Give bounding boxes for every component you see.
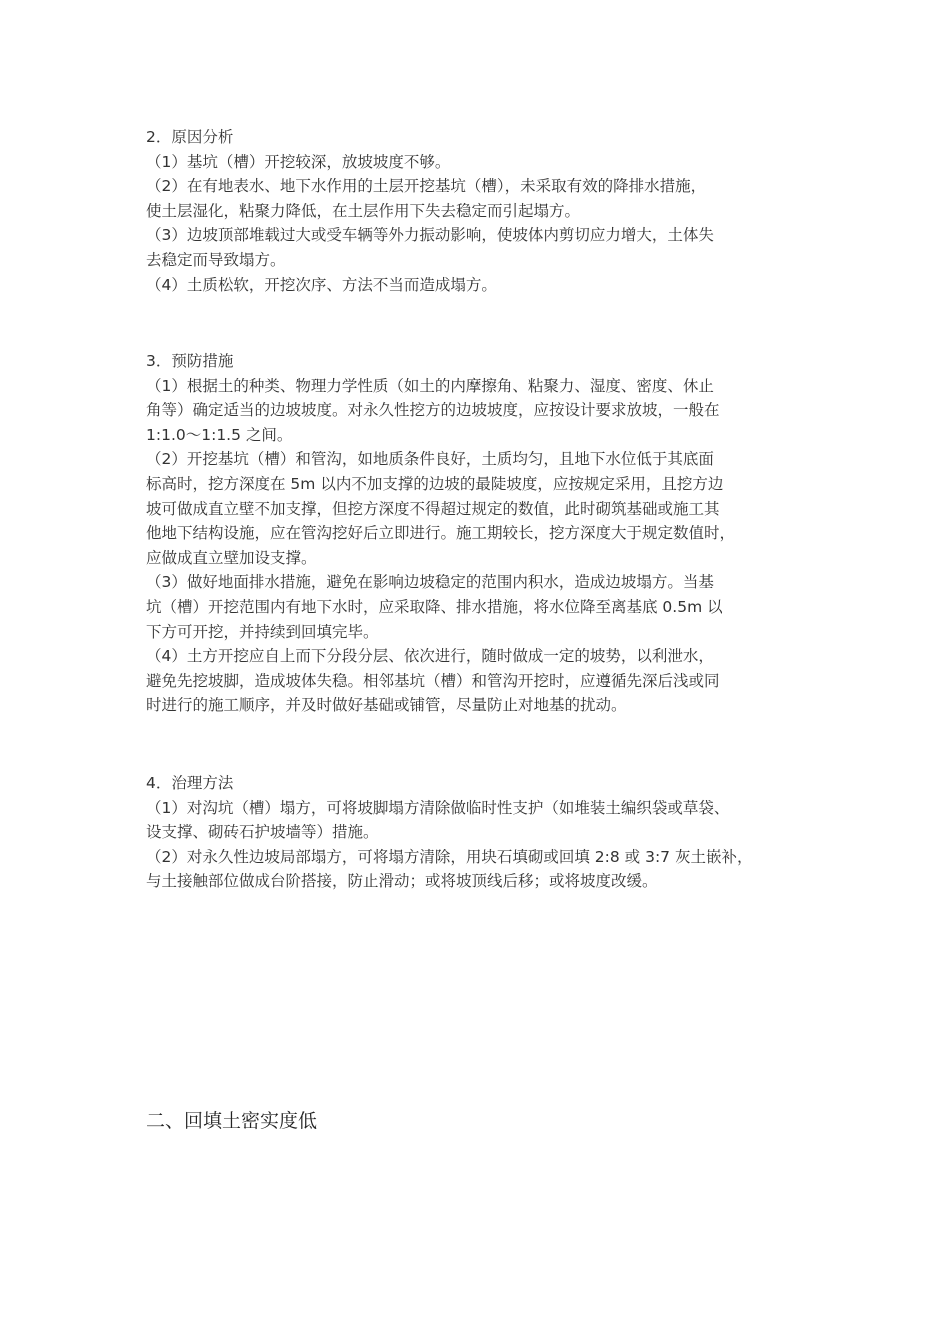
paragraph-line: 1:1.0～1:1.5 之间。: [146, 425, 293, 444]
paragraph-line: （4）土质松软，开挖次序、方法不当而造成塌方。: [146, 275, 497, 294]
paragraph-line: （3）边坡顶部堆载过大或受车辆等外力振动影响，使坡体内剪切应力增大，土体失: [146, 226, 714, 245]
paragraph-line: （2）在有地表水、地下水作用的土层开挖基坑（槽），未采取有效的降排水措施，: [146, 177, 707, 196]
section-cause-analysis: [146, 125, 816, 297]
paragraph-line: （2）对永久性边坡局部塌方，可将塌方清除，用块石填砌或回填 2:8 或 3:7 灰土嵌补，: [146, 847, 753, 866]
paragraph-line: 去稳定而导致塌方。: [146, 250, 286, 269]
paragraph-line: （3）做好地面排水措施，避免在影响边坡稳定的范围内积水，造成边坡塌方。当基: [146, 573, 714, 592]
chapter-heading: 二、回填土密实度低: [146, 1110, 318, 1132]
paragraph-line: （4）土方开挖应自上而下分段分层、依次进行，随时做成一定的坡势，以利泄水，: [146, 647, 714, 666]
section-treatment-methods: [146, 771, 816, 894]
section-heading: 4．治理方法: [146, 774, 234, 792]
paragraph-line: 角等）确定适当的边坡坡度。对永久性挖方的边坡坡度，应按设计要求放坡，一般在: [146, 401, 720, 420]
paragraph-line: 使土层湿化，粘聚力降低，在土层作用下失去稳定而引起塌方。: [146, 201, 581, 220]
paragraph-line: 设支撑、砌砖石护坡墙等）措施。: [146, 823, 379, 842]
paragraph-line: 他地下结构设施，应在管沟挖好后立即进行。施工期较长，挖方深度大于规定数值时，: [146, 524, 736, 543]
paragraph-line: 下方可开挖，并持续到回填完毕。: [146, 622, 379, 641]
section-heading: 2．原因分析: [146, 128, 234, 146]
paragraph-line: 与土接触部位做成台阶搭接，防止滑动；或将坡顶线后移；或将坡度改缓。: [146, 872, 658, 891]
paragraph-line: （1）对沟坑（槽）塌方，可将坡脚塌方清除做临时性支护（如堆装土编织袋或草袋、: [146, 798, 730, 817]
paragraph-line: 坑（槽）开挖范围内有地下水时，应采取降、排水措施，将水位降至离基底 0.5m 以: [146, 597, 723, 616]
paragraph-line: 标高时，挖方深度在 5m 以内不加支撑的边坡的最陡坡度，应按规定采用，且挖方边: [146, 474, 724, 493]
paragraph-line: 应做成直立壁加设支撑。: [146, 548, 317, 567]
paragraph-line: 坡可做成直立壁不加支撑，但挖方深度不得超过规定的数值，此时砌筑基础或施工其: [146, 499, 720, 518]
paragraph-line: （1）基坑（槽）开挖较深，放坡坡度不够。: [146, 152, 451, 171]
paragraph-line: 时进行的施工顺序，并及时做好基础或铺管，尽量防止对地基的扰动。: [146, 696, 627, 715]
paragraph-line: 避免先挖坡脚，造成坡体失稳。相邻基坑（槽）和管沟开挖时，应遵循先深后浅或同: [146, 671, 720, 690]
paragraph-line: （2）开挖基坑（槽）和管沟，如地质条件良好，土质均匀，且地下水位低于其底面: [146, 450, 714, 469]
section-heading: 3．预防措施: [146, 352, 234, 370]
paragraph-line: （1）根据土的种类、物理力学性质（如土的内摩擦角、粘聚力、湿度、密度、休止: [146, 376, 714, 395]
section-prevention-measures: [146, 349, 816, 718]
